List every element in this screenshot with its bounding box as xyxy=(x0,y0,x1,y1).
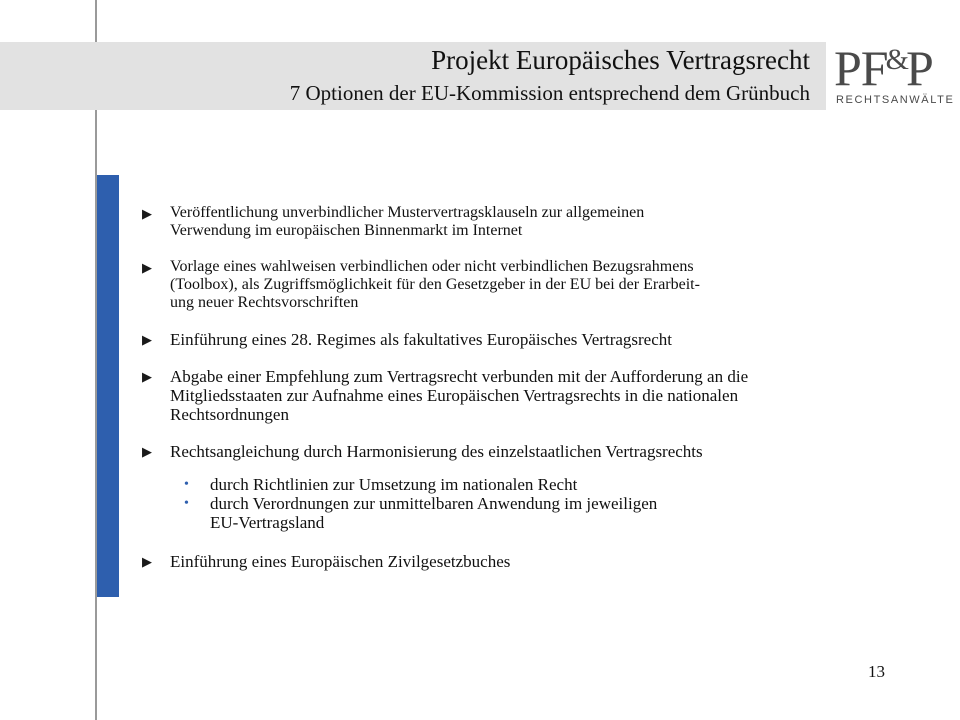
bullet-line: Rechtsordnungen xyxy=(170,405,289,424)
slide-subtitle: 7 Optionen der EU-Kommission entsprechend dem Grünbuch xyxy=(289,81,810,105)
sub-bullet-line: durch Richtlinien zur Umsetzung im nationalen Recht xyxy=(210,475,578,494)
bullet-line: Einführung eines Europäischen Zivilgesetzbuches xyxy=(170,552,511,571)
triangle-right-icon: ▶ xyxy=(142,332,152,347)
logo-tagline: RECHTSANWÄLTE xyxy=(836,94,955,106)
triangle-right-icon: ▶ xyxy=(142,206,152,221)
sub-bullet-list xyxy=(138,475,908,532)
page-number: 13 xyxy=(868,662,885,681)
bullet-line: (Toolbox), als Zugriffsmöglichkeit für den Gesetzgeber in der EU bei der Erarbeit- xyxy=(170,276,700,293)
bullet-item xyxy=(138,204,908,240)
bullet-item xyxy=(138,552,908,571)
sub-bullet-line: EU-Vertragsland xyxy=(210,513,325,532)
bullet-item xyxy=(138,367,908,424)
slide-title: Projekt Europäisches Vertragsrecht xyxy=(431,45,810,75)
dot-icon: • xyxy=(184,496,189,511)
accent-bar xyxy=(97,175,119,597)
bullet-line: Vorlage eines wahlweisen verbindlichen oder nicht verbindlichen Bezugsrahmens xyxy=(170,258,694,275)
slide-content xyxy=(138,204,908,589)
sub-bullet-item xyxy=(138,475,908,494)
dot-icon: • xyxy=(184,477,189,492)
logo-ampersand: & xyxy=(885,43,908,76)
triangle-right-icon: ▶ xyxy=(142,444,152,459)
bullet-line: Einführung eines 28. Regimes als fakultatives Europäisches Vertragsrecht xyxy=(170,330,672,349)
bullet-item xyxy=(138,442,908,461)
bullet-line: Rechtsangleichung durch Harmonisierung des einzelstaatlichen Vertragsrechts xyxy=(170,442,703,461)
bullet-line: Veröffentlichung unverbindlicher Mustervertragsklauseln zur allgemeinen xyxy=(170,204,645,221)
sub-bullet-line: durch Verordnungen zur unmittelbaren Anwendung im jeweiligen xyxy=(210,494,658,513)
logo-pf: PF xyxy=(834,40,888,96)
logo-p: P xyxy=(905,40,933,96)
triangle-right-icon: ▶ xyxy=(142,260,152,275)
bullet-line: Mitgliedsstaaten zur Aufnahme eines Europäischen Vertragsrechts in die nationalen xyxy=(170,386,739,405)
sub-bullet-item xyxy=(138,494,908,532)
bullet-item xyxy=(138,258,908,312)
triangle-right-icon: ▶ xyxy=(142,369,152,384)
bullet-line: Verwendung im europäischen Binnenmarkt im Internet xyxy=(170,222,523,239)
triangle-right-icon: ▶ xyxy=(142,554,152,569)
company-logo xyxy=(830,38,958,112)
bullet-line: ung neuer Rechtsvorschriften xyxy=(170,294,359,311)
bullet-line: Abgabe einer Empfehlung zum Vertragsrecht verbunden mit der Aufforderung an die xyxy=(170,367,749,386)
bullet-item xyxy=(138,330,908,349)
